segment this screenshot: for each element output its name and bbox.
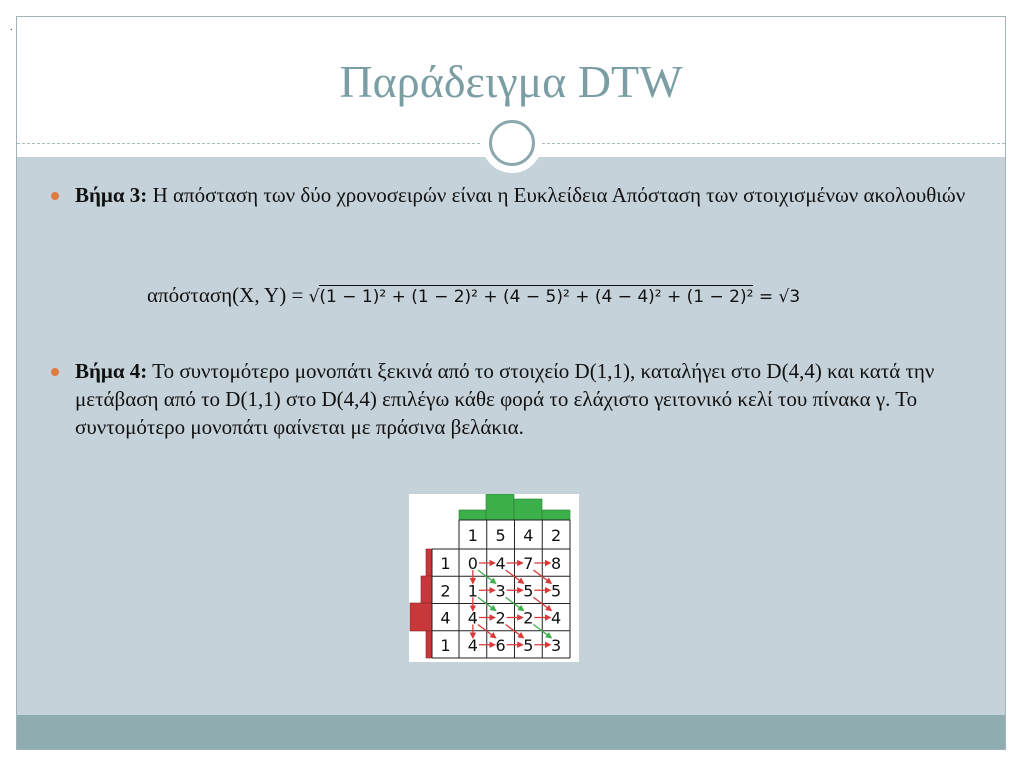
matrix-cell-value: 8 — [551, 554, 562, 573]
bullet-step-4-text: Το συντομότερο μονοπάτι ξεκινά από το στοιχείο D(1,1), καταλήγει στο D(4,4) και κατά την μετάβαση από το D(1,1) στο D(4,4) επιλέγω κάθε φορά το ελάχιστο γειτονικό κελί του πίνακα γ. Το συντομότερο μονοπάτι φαίνεται με πράσινα βελάκια. — [75, 359, 935, 439]
distance-formula — [147, 283, 800, 308]
left-bar-4 — [426, 631, 432, 658]
formula-lhs: απόσταση(X, Y) = — [147, 283, 309, 307]
row-header-value: 2 — [440, 581, 451, 601]
bullet-step-4 — [75, 357, 985, 441]
bullet-step-3-label: Βήμα 3: — [75, 183, 148, 207]
column-header-value: 4 — [523, 526, 534, 545]
bullet-dot-icon — [51, 368, 59, 376]
matrix-cell-value: 5 — [523, 635, 534, 655]
dtw-matrix-svg — [409, 494, 579, 662]
matrix-cell-value: 6 — [495, 635, 506, 655]
matrix-cell-value: 5 — [523, 581, 534, 601]
row-header-value: 1 — [440, 635, 451, 655]
column-header-value: 2 — [551, 526, 562, 545]
matrix-cell-value: 3 — [551, 635, 562, 655]
row-header-value: 4 — [440, 608, 451, 628]
matrix-cell-value: 2 — [495, 608, 506, 628]
formula-sqrt-icon: √ — [308, 287, 320, 307]
left-bar-2 — [421, 576, 432, 603]
left-bar-1 — [426, 549, 432, 576]
matrix-cell-value: 3 — [495, 581, 506, 601]
row-header-value: 1 — [440, 554, 451, 573]
formula-radicand: (1 − 1)² + (1 − 2)² + (4 − 5)² + (4 − 4)² + (1 − 2)² — [319, 287, 754, 307]
matrix-cell-value: 1 — [467, 581, 478, 601]
bullet-dot-icon — [51, 192, 59, 200]
matrix-cell-value: 5 — [551, 581, 562, 601]
matrix-cell-value: 7 — [523, 554, 534, 573]
matrix-cell-value: 4 — [551, 608, 562, 628]
matrix-cell-value: 2 — [523, 608, 534, 628]
dtw-matrix-figure — [409, 494, 579, 662]
slide-title: Παράδειγμα DTW — [339, 56, 683, 107]
top-bar-3 — [514, 499, 542, 520]
bullet-step-3-text: Η απόσταση των δύο χρονοσειρών είναι η Ευκλείδεια Απόσταση των στοιχισμένων ακολουθιών — [147, 183, 966, 207]
bullet-step-3 — [75, 181, 985, 209]
column-header-value: 1 — [467, 526, 478, 545]
left-bar-3 — [410, 603, 432, 631]
bullet-step-4-label: Βήμα 4: — [75, 359, 148, 383]
slide-frame — [16, 16, 1006, 750]
divider-ornament-circle-icon — [489, 120, 535, 166]
footer-band — [17, 715, 1005, 750]
column-header-value: 5 — [495, 526, 506, 545]
matrix-cell-value: 4 — [467, 608, 478, 628]
top-bar-4 — [542, 510, 570, 520]
matrix-cell-value: 0 — [467, 554, 478, 573]
formula-rhs: = √3 — [753, 287, 801, 307]
top-bar-1 — [459, 510, 486, 520]
top-bar-2 — [486, 494, 514, 520]
corner-mark: . — [10, 22, 13, 33]
matrix-cell-value: 4 — [495, 554, 506, 573]
matrix-cell-value: 4 — [467, 635, 478, 655]
